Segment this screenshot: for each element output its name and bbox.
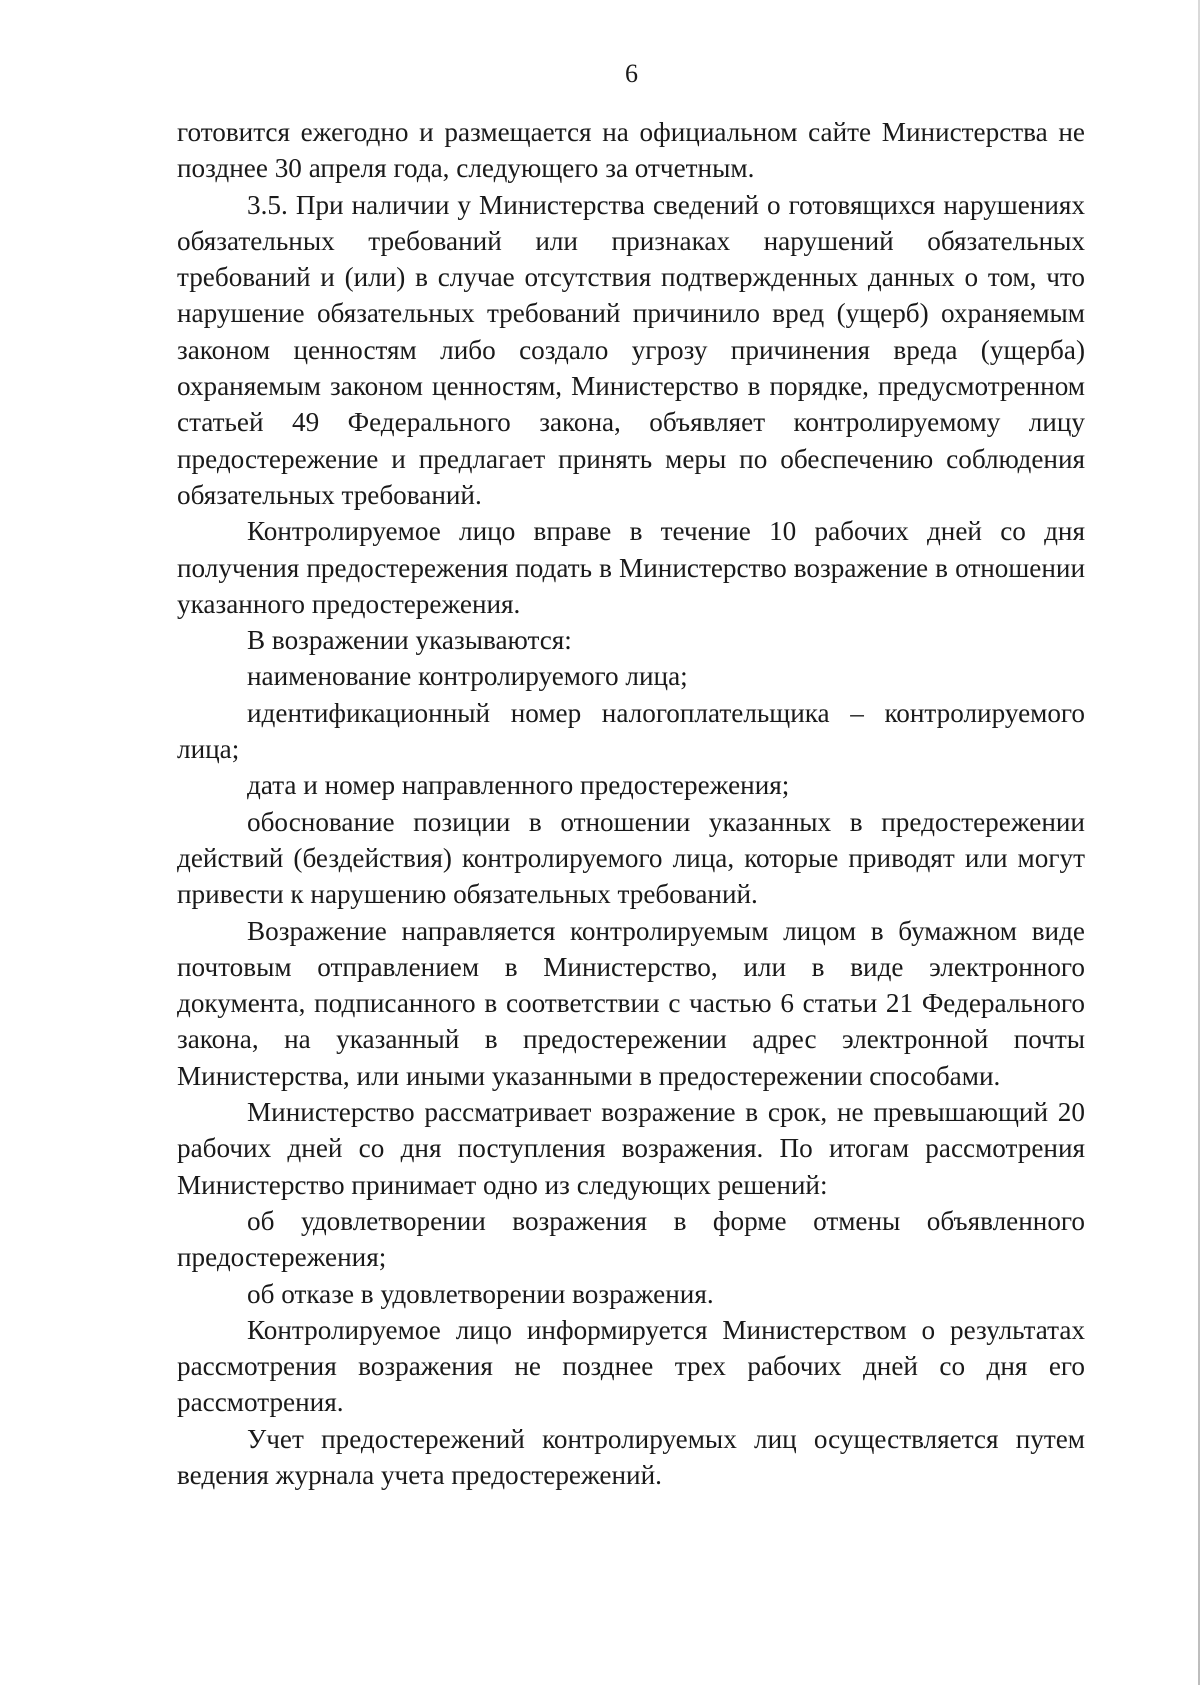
- page-number: 6: [625, 59, 638, 88]
- paragraph-3-5: 3.5. При наличии у Министерства сведений о готовящихся нарушениях обязательных требований или признаках нарушений обязательных требований и (или) в случае отсутствия подтвержденных данных о том, что нарушение обязательных требований причинило вред (ущерб) охраняемым законом ценностям либо создало угрозу причинения вреда (ущерба) охраняемым законом ценностям, Министерство в порядке, предусмотренном статьей 49 Федерального закона, объявляет контролируемому лицу предостережение и предлагает принять меры по обеспечению соблюдения обязательных требований.: [177, 189, 1085, 510]
- paragraph-journal: Учет предостережений контролируемых лиц осуществляется путем ведения журнала учета предостережений.: [177, 1423, 1085, 1490]
- paragraph-review-term: Министерство рассматривает возражение в срок, не превышающий 20 рабочих дней со дня поступления возражения. По итогам рассмотрения Министерство принимает одно из следующих решений:: [177, 1097, 1085, 1200]
- list-item-inn: идентификационный номер налогоплательщика – контролируемого лица;: [177, 697, 1085, 765]
- list-item-justification: обоснование позиции в отношении указанных в предостережении действий (бездействия) контролируемого лица, которые приводят или могут привести к нарушению обязательных требований.: [177, 806, 1085, 910]
- document-body: [177, 114, 1085, 1493]
- paragraph-notification: Контролируемое лицо информируется Министерством о результатах рассмотрения возражения не позднее трех рабочих дней со дня его рассмотрения.: [177, 1314, 1085, 1418]
- paragraph-continuation: готовится ежегодно и размещается на официальном сайте Министерства не позднее 30 апреля года, следующего за отчетным.: [177, 117, 1085, 184]
- list-item-satisfy: об удовлетворении возражения в форме отмены объявленного предостережения;: [177, 1205, 1085, 1273]
- paragraph-objection-right: Контролируемое лицо вправе в течение 10 рабочих дней со дня получения предостережения подать в Министерство возражение в отношении указанного предостережения.: [177, 516, 1085, 619]
- list-item-refuse: об отказе в удовлетворении возражения.: [247, 1278, 714, 1309]
- paragraph-objection-contents-intro: В возражении указываются:: [247, 625, 572, 656]
- list-item-name: наименование контролируемого лица;: [247, 661, 688, 692]
- paragraph-objection-delivery: Возражение направляется контролируемым лицом в бумажном виде почтовым отправлением в Министерство, или в виде электронного документа, подписанного в соответствии с частью 6 статьи 21 Федерального закона, на указанный в предостережении адрес электронной почты Министерства, или иными указанными в предостережении способами.: [177, 915, 1085, 1091]
- list-item-date-number: дата и номер направленного предостережения;: [247, 770, 790, 801]
